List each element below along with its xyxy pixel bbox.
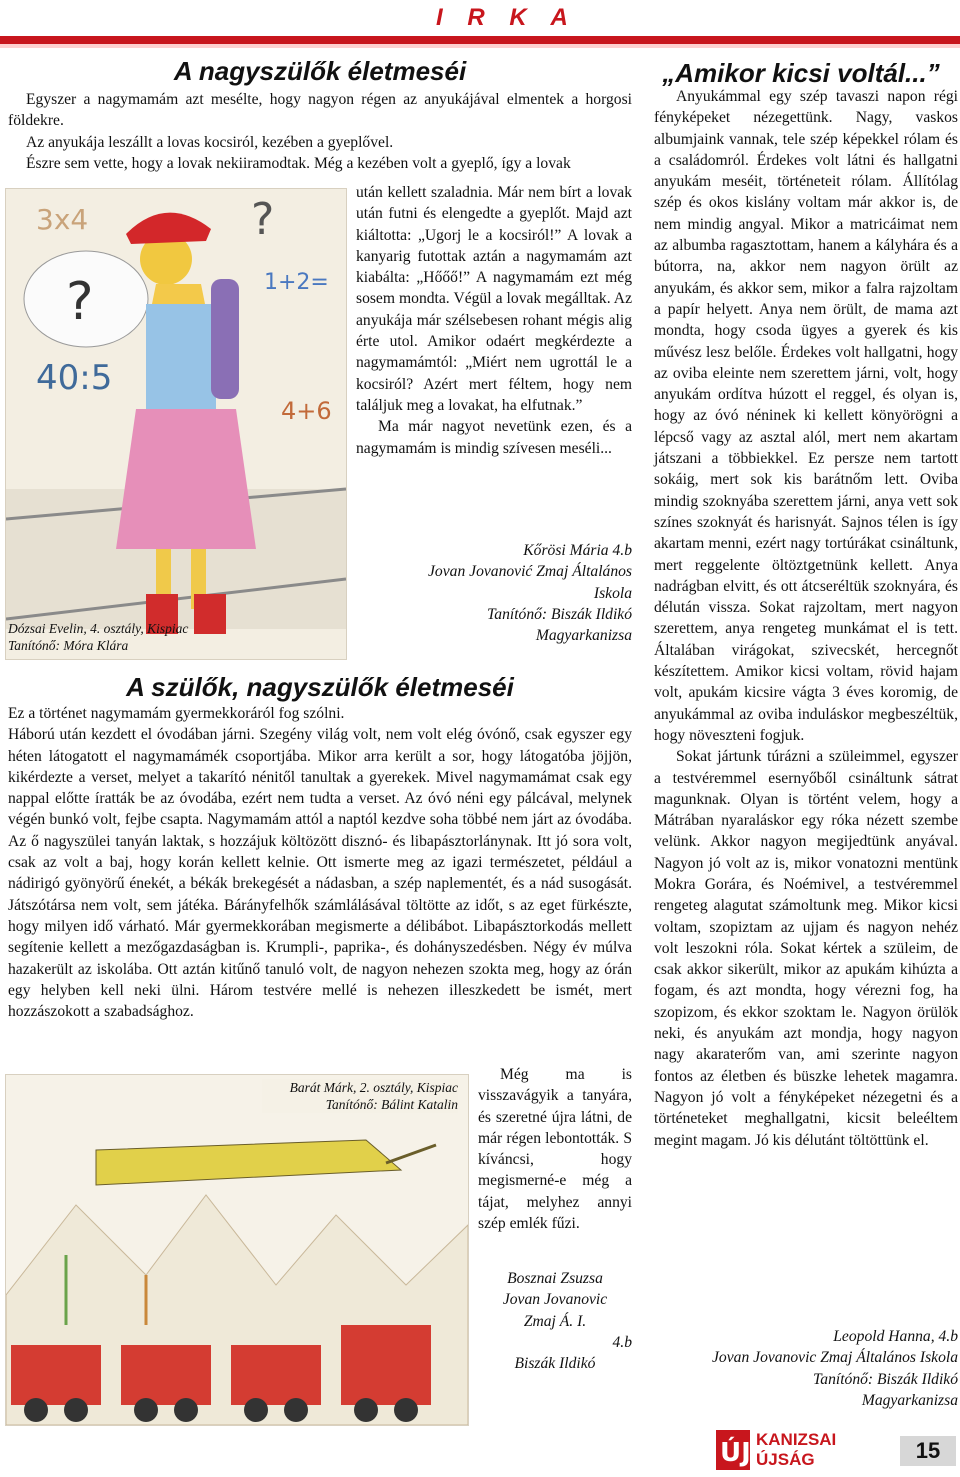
story1-line-5: Ma már nagyot nevetünk ezen, és a nagymamám is mindig szívesen meséli... [356,418,632,457]
story1-sig-school: Jovan Jovanović Zmaj Általános [428,563,632,581]
svg-text:1+2=: 1+2= [264,270,329,295]
drawing1-caption-author: Dózsai Evelin, 4. osztály, Kispiac [8,621,189,636]
story2-title: A szülők, nagyszülők életmeséi [126,672,514,702]
story2-body [8,703,632,1022]
story1-title: A nagyszülők életmeséi [173,56,467,86]
drawing2-caption [262,1079,458,1113]
story2-paragraph-3: Még ma is visszavágyik a tanyára, és szeretné újra látni, de már régen lebontották. S kíváncsi, hogy megismerné-e még a tájat, melyhez annyi szép emlék fűzi. [478,1066,632,1233]
story2-sig-author: Bosznai Zsuzsa [507,1270,603,1287]
drawing2-caption-teacher: Tanítónő: Bálint Katalin [325,1097,458,1112]
svg-text:3x4: 3x4 [36,203,89,236]
logo-text-line-2: ÚJSÁG [756,1450,815,1469]
story3-sig-teacher: Tanítónő: Biszák Ildikó [813,1370,958,1388]
kanizsai-ujsag-logo [716,1430,872,1472]
drawing1-caption-teacher: Tanítónő: Móra Klára [8,638,129,653]
story2-sig-school: Jovan Jovanovic [502,1291,608,1309]
story2-ending [478,1064,632,1234]
svg-text:?: ? [251,194,275,245]
story1-sig-author: Kőrösi Mária 4.b [523,542,632,559]
story1-line-3: Észre sem vette, hogy a lovak nekiiramodtak. Még a kezében volt a gyeplő, így a lovak [26,154,571,172]
story3-body [654,86,958,1151]
story1-line-1: Egyszer a nagymamám azt mesélte, hogy nagyon régen az anyukájával elmentek a horgosi földekre. [8,91,632,130]
svg-text:4+6: 4+6 [281,397,332,425]
story1-body [356,182,632,459]
story1-sig-teacher: Tanítónő: Biszák Ildikó [487,605,632,623]
story1-sig-town: Magyarkanizsa [535,627,632,645]
story2-paragraph-1: Ez a történet nagymamám gyermekkoráról fog szólni. [8,705,345,722]
svg-text:40:5: 40:5 [36,358,113,398]
story2-signature [478,1268,632,1374]
girl-drawing-image [6,189,346,659]
story2-sig-teacher: Biszák Ildikó [514,1355,596,1373]
section-label: I R K A [436,4,577,31]
logo-text-line-1: KANIZSAI [756,1430,837,1449]
story3-paragraph-2: Sokat jártunk túrázni a szüleimmel, egyszer a testvéremmel esernyőből csináltunk sátrat magunknak. Olyan is történt velem, hogy a Mátrában nyaraláskor egy róka nézett szembe velünk. Akkor nagyon megijedtünk anyával. Nagyon jó volt az is, mikor vonatozni mentünk Mokra Gorára, és Noémivel, a testvéremmel rengeteg alagutat számoltunk meg. Mikor kicsi voltam, szopiztam az ujjam és nagyon nehéz volt leszokni róla. Sokat kértek a szüleim, de csak akkor sikerült, mikor az apukám kihúzta a fogam, és azt mondta, hogy vérezni fog, ha szopizom, és ekkor szoktam le. Nagyon örülök neki, és anyukám azt mondja, hogy nagyon nagy akaraterőm van, ami szerinte nagyon fontos az életben és büszke lehetek magamra. Nagyon jó volt a fényképeket nézegetni és a történeteket meghallgatni, kicsit beleéltem megint magam. Jó kis délutánt töltöttünk el. [654,748,958,1149]
child-drawing-girl [5,188,347,660]
story1-line-2: Az anyukája leszállt a lovas kocsiról, kezében a gyeplővel. [26,133,394,151]
story1-line-4: után kellett szaladnia. Már nem bírt a lovak után futni és elengedte a gyeplőt. Majd azt kiáltotta: „Ugorj le a kocsiról!” A lovak a kanyarig futottak aztán a nagymamám azt kiabálta: „Hőőő!” A nagymamám ezt még sosem mondta. Végül a lovak megálltak. Az anyukája már szélsebesen rohant mégis alig érte utol. Amikor odaért megkérdezte a nagymamámtól: „Miért nem ugrottál le a kocsiról? Azért mert féltem, hogy nem találjuk meg a lovakat, ha elfutnak.” [356,184,632,414]
story3-sig-school: Jovan Jovanovic Zmaj Általános Iskola [712,1349,958,1367]
story2-paragraph-2: Háború után kezdett el óvodában járni. Szegény világ volt, nem volt elég óvónő, csak egyszer egy héten látogatott el nagymamámék csoportjába. Mikor arra került a sor, hogy látogatóba jöjjön, kikérdezte a verset, melyet a takarító nénitől tanultak a gyerekek. Mivel nagymamámat csak egy nappal előtte íratták be az óvodába, ezért nem tudta a verset. Az óvó néni egy pálcával, melynek végén bunkó volt, fejbe csapta. Nagymamám attól a naptól kezdve soha többé nem járt az óvodába. Az ő nagyszülei tanyán laktak, s hozzájuk költözött disznó- és libapásztorlánynak. Itt jó sora volt, csak az volt a baj, hogy korán kellett kelnie. Ott ismerte meg az igazi természetet, például a nádirigó gyönyörű énekét, a békák brekegését a nádasban, a szép naplementét, és a nád susogását. Játszótársa nem volt, sem játéka. Bárányfelhők számlálásával töltötte az időt, s az eget fürkészte, hogy milyen idő várható. Már gyermekkorában megismerte a délibábot. Libapásztorkodás mellett segítenie kellett a mezőgazdaságban is. Krumpli-, paprika-, és dohányszedésben. Négy év múlva hazakerült az iskolába. Ott aztán kitűnő tanuló volt, de nagyon nehezen szokta meg, hogy az órán egy helyben kell neki ülni. Három testvére mellé is nehezen illeszkedett be ismét, mert hozzászokott a szabadsághoz. [8,726,632,1021]
header-rule-shadow [0,44,960,48]
drawing1-caption [8,620,268,654]
story3-sig-author: Leopold Hanna, 4.b [833,1328,958,1345]
story3-paragraph-1: Anyukámmal egy szép tavaszi napon régi fényképeket nézegettünk. Nagy, vaskos albumjaink vannak, tele szép képekkel rólam és a családomról. Érdekes volt látni és hallgatni anyukám meséit, történeteit rólam. Állítólag szép és okos kislány voltam már akkor is, de nem mindig angyal. Mikor a matricáimat nem az albumba ragasztottam, hanem a kályhára és a bútorra, na, akkor nem nagyon örült az anyukám, és akkor sem, mikor a falra rajzoltam a papír helyett. Anya nem örült, de mama azt mondta, hogy csoda ügyes a gyerek és kis művész lesz belőle. Érdekes volt hallgatni, hogy az oviba eleinte nem szerettem járni, volt, hogy anyukám ordítva húzott el reggel, és olyan is, hogy az óvó néninek ki kellett könyörögni a lépcső vagy az asztal alól, mert nem akartam játszani a többiekkel. Ez persze nem tartott sokáig, mert sok kis barátnőm lett. Oviba mindig szoknyába szerettem járni, anya vett sok színes szoknyát és harisnyát. Sajnos télen is így akartam menni, ezért nagy tortúrákat csináltunk, mert reggelente öltöztgetnünk kellett. Anya nadrágban elvitt, és ott átcseréltük szoknyára, és délután vissza. Sokat rajzoltam, mert nagyon szerettem, anya rengeteg munkámat el is tett. Általában virágokat, szivecskét, hercegnőt készítettem. Amikor kicsi voltam, rövid hajam volt, apukám kicsire vágta 3 éves koromig, de anyukámmal az oviba induláskor megbeszéltük, hogy növeszteni fogjuk. [654,88,958,744]
story2-sig-class: 4.b [612,1333,632,1351]
story3-signature [654,1326,958,1411]
story3-sig-town: Magyarkanizsa [861,1391,958,1409]
svg-text:ÚJ: ÚJ [720,1438,751,1468]
story1-intro [8,89,632,174]
header-rule [0,36,960,44]
page-number: 15 [900,1436,956,1466]
logo-text [756,1430,836,1470]
svg-text:?: ? [66,272,94,332]
train-drawing-image [6,1075,468,1425]
child-drawing-train [5,1074,469,1426]
story2-sig-school-2: Zmaj Á. I. [523,1312,587,1330]
story1-sig-school-2: Iskola [593,584,632,602]
drawing2-caption-author: Barát Márk, 2. osztály, Kispiac [289,1080,458,1095]
story1-signature [356,540,632,646]
story3-title: „Amikor kicsi voltál...” [662,58,940,88]
